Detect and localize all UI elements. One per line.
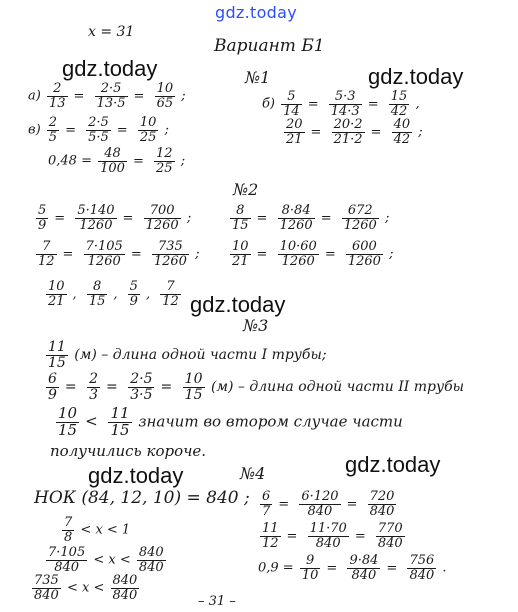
denominator: 42 bbox=[390, 103, 408, 119]
operator: = bbox=[326, 560, 338, 576]
fraction bbox=[86, 116, 111, 144]
operator: = bbox=[116, 122, 128, 138]
task-number: №3 bbox=[243, 316, 269, 335]
numerator: 5 bbox=[129, 279, 138, 294]
numerator: 12 bbox=[156, 146, 173, 161]
operator: = bbox=[386, 560, 398, 576]
fraction bbox=[260, 522, 281, 550]
fraction bbox=[87, 372, 100, 402]
fraction bbox=[281, 90, 302, 118]
task-number: №2 bbox=[233, 180, 259, 199]
operator: , bbox=[113, 286, 118, 302]
denominator: 12 bbox=[162, 293, 179, 309]
fraction bbox=[46, 340, 68, 370]
fraction bbox=[46, 372, 59, 402]
denominator: 840 bbox=[54, 559, 80, 575]
numerator: 2·5 bbox=[130, 371, 153, 387]
numerator: 11·70 bbox=[309, 521, 347, 536]
fraction bbox=[389, 90, 410, 118]
fraction bbox=[108, 406, 131, 439]
fraction bbox=[36, 204, 48, 232]
variant-title: Вариант Б1 bbox=[214, 36, 325, 56]
fraction bbox=[346, 240, 383, 268]
denominator: 15 bbox=[58, 420, 78, 439]
denominator: 840 bbox=[315, 535, 341, 551]
fraction bbox=[87, 280, 108, 308]
numerator: 10 bbox=[232, 239, 249, 254]
numerator: 8 bbox=[87, 280, 108, 295]
numerator: 735 bbox=[152, 240, 189, 255]
denominator: 5·5 bbox=[88, 129, 109, 145]
operator: = bbox=[73, 88, 85, 104]
operator: = bbox=[256, 246, 268, 262]
numerator: 7 bbox=[36, 240, 57, 255]
denominator: 840 bbox=[369, 503, 395, 519]
denominator: 1260 bbox=[281, 253, 315, 269]
denominator: 3 bbox=[89, 386, 99, 403]
fraction bbox=[332, 118, 365, 146]
numerator: 10 bbox=[139, 115, 157, 130]
task4-left1: $\frac{7}{8}$ < x < 1 bbox=[64, 515, 131, 545]
numerator: 9·84 bbox=[349, 553, 379, 568]
operator: = bbox=[54, 210, 66, 226]
task4-left3: $\frac{735}{840}$ < x < $\frac{840}{840}$ bbox=[34, 573, 138, 603]
operator: = bbox=[278, 496, 290, 512]
denominator: 1260 bbox=[347, 253, 381, 269]
operator: = bbox=[370, 124, 382, 140]
denominator: 21 bbox=[232, 253, 249, 269]
denominator: 1260 bbox=[153, 253, 187, 269]
task4-right1 bbox=[258, 490, 398, 518]
numerator: 720 bbox=[369, 489, 395, 504]
watermark: gdz.today bbox=[62, 56, 158, 81]
numerator: 2 bbox=[48, 115, 58, 130]
numerator: 6·120 bbox=[301, 489, 339, 504]
numerator: 600 bbox=[346, 240, 383, 255]
numerator: 7 bbox=[160, 280, 181, 295]
numerator: 15 bbox=[390, 89, 408, 104]
item-label: б) bbox=[262, 96, 276, 112]
denominator: 42 bbox=[393, 131, 411, 147]
operator: = bbox=[307, 96, 319, 112]
denominator: 21 bbox=[48, 293, 65, 309]
x-note: x = 31 bbox=[88, 24, 135, 40]
task-number: №4 bbox=[240, 464, 266, 483]
task3-line1: $\frac{11}{15}$ (м) – длина одной части I трубы; bbox=[48, 339, 327, 371]
numerator: 7·105 bbox=[48, 545, 86, 560]
denominator: 3·5 bbox=[130, 386, 153, 403]
operator: = bbox=[256, 210, 268, 226]
operator: = bbox=[133, 88, 145, 104]
fraction bbox=[32, 574, 61, 602]
denominator: 840 bbox=[112, 587, 138, 603]
denominator: 15 bbox=[110, 420, 130, 439]
fraction bbox=[111, 574, 140, 602]
denominator: 840 bbox=[34, 587, 59, 603]
denominator: 840 bbox=[351, 567, 377, 583]
task2-row1-a: $\frac{5}{9}$ = $\frac{5\cdot 140}{1260}$ = $\frac{700}{1260}$ ; bbox=[38, 203, 192, 233]
operator: = bbox=[64, 379, 77, 396]
fraction bbox=[278, 240, 319, 268]
numerator: 11 bbox=[110, 404, 130, 422]
denominator: 840 bbox=[409, 567, 435, 583]
numerator: 2 bbox=[89, 371, 99, 387]
task1-v: в) $\frac{2}{5}$ = $\frac{2\cdot 5}{5\cdot 5}$ = $\frac{10}{25}$ ; bbox=[28, 115, 169, 145]
operator: = bbox=[62, 246, 74, 262]
numerator: 770 bbox=[377, 521, 403, 536]
fraction bbox=[376, 522, 405, 550]
fraction bbox=[407, 554, 436, 582]
denominator: 15 bbox=[232, 217, 249, 233]
task2-row2-a: $\frac{7}{12}$ = $\frac{7\cdot 105}{1260}$ = $\frac{735}{1260}$ ; bbox=[38, 239, 200, 269]
denominator: 25 bbox=[156, 160, 173, 176]
denominator: 13 bbox=[48, 95, 66, 111]
operator: , bbox=[145, 286, 151, 302]
denominator: 15 bbox=[184, 386, 203, 403]
denominator: 1260 bbox=[87, 253, 121, 269]
numerator: 7 bbox=[64, 515, 73, 530]
fraction bbox=[155, 82, 176, 110]
task1-a: а) $\frac{2}{13}$ = $\frac{2\cdot 5}{13\cdot 5}$ = $\frac{10}{65}$ ; bbox=[28, 81, 186, 111]
denominator: 21·2 bbox=[333, 131, 363, 147]
task4-left2: $\frac{7\cdot 105}{840}$ < x < $\frac{840}{840}$ bbox=[48, 545, 164, 575]
fraction bbox=[56, 406, 79, 439]
operator: = bbox=[354, 528, 366, 544]
task2-order bbox=[44, 280, 183, 308]
operator: = bbox=[324, 246, 336, 262]
numerator: 5·3 bbox=[329, 90, 362, 105]
numerator: 10·60 bbox=[279, 239, 317, 254]
denominator: 840 bbox=[377, 535, 403, 551]
denominator: 1260 bbox=[343, 217, 377, 233]
denominator: 14 bbox=[283, 103, 300, 119]
fraction bbox=[46, 280, 67, 308]
watermark: gdz.today bbox=[368, 64, 464, 89]
operator: = bbox=[65, 122, 76, 138]
denominator: 15 bbox=[48, 354, 66, 371]
fraction bbox=[128, 280, 140, 308]
denominator: 14·3 bbox=[330, 103, 360, 119]
task1-b-line2: $\frac{20}{21}$ = $\frac{20\cdot 2}{21\cdot 2}$ = $\frac{40}{42}$ ; bbox=[286, 117, 423, 147]
item-label: а) bbox=[28, 88, 41, 104]
fraction bbox=[152, 240, 189, 268]
task1-b-line1: б) $\frac{5}{14}$ = $\frac{5\cdot 3}{14\cdot 3}$ = $\frac{15}{42}$ , bbox=[262, 89, 420, 119]
fraction bbox=[95, 82, 128, 110]
denominator: 840 bbox=[138, 559, 164, 575]
operator: = bbox=[132, 153, 144, 169]
operator: = bbox=[106, 379, 118, 396]
denominator: 1260 bbox=[79, 217, 113, 233]
task1-decimal: 0,48 = $\frac{48}{100}$ = $\frac{12}{25}$ ; bbox=[48, 146, 186, 176]
operator: = bbox=[160, 379, 173, 396]
task3-line3: $\frac{10}{15}$ < $\frac{11}{15}$ значит во втором случае части bbox=[58, 404, 403, 439]
fraction bbox=[137, 546, 166, 574]
fraction bbox=[98, 147, 127, 175]
fraction bbox=[84, 240, 125, 268]
operator: = bbox=[310, 124, 322, 140]
operator: = bbox=[130, 246, 142, 262]
task2-row2-b: $\frac{10}{21}$ = $\frac{10\cdot 60}{1260}$ = $\frac{600}{1260}$ ; bbox=[232, 239, 394, 269]
fraction bbox=[154, 147, 175, 175]
task4-lcm: НОК (84, 12, 10) = 840 ; bbox=[34, 488, 250, 508]
denominator: 840 bbox=[307, 503, 333, 519]
denominator: 13·5 bbox=[96, 95, 126, 111]
fraction bbox=[47, 116, 59, 144]
numerator: 840 bbox=[112, 573, 138, 588]
numerator: 11 bbox=[262, 521, 279, 536]
fraction bbox=[299, 490, 340, 518]
numerator: 10 bbox=[48, 279, 65, 294]
numerator: 700 bbox=[144, 204, 181, 219]
task3-line2: $\frac{6}{9}$ = $\frac{2}{3}$ = $\frac{2\cdot 5}{3\cdot 5}$ = $\frac{10}{15}$ (м) – длина одной части II трубы bbox=[48, 371, 465, 403]
fraction bbox=[392, 118, 413, 146]
denominator: 5 bbox=[48, 129, 58, 145]
fraction bbox=[278, 204, 315, 232]
numerator: 756 bbox=[409, 553, 435, 568]
fraction bbox=[230, 204, 251, 232]
numerator: 7·105 bbox=[85, 239, 123, 254]
denominator: 9 bbox=[129, 293, 138, 309]
denominator: 12 bbox=[262, 535, 279, 551]
operator: = bbox=[122, 210, 134, 226]
fraction bbox=[144, 204, 181, 232]
watermark: gdz.today bbox=[190, 292, 286, 317]
watermark: gdz.today bbox=[88, 463, 184, 488]
numerator: 8 bbox=[230, 204, 251, 219]
denominator: 25 bbox=[139, 129, 157, 145]
numerator: 40 bbox=[393, 117, 411, 132]
denominator: 10 bbox=[301, 567, 319, 583]
denominator: 65 bbox=[156, 95, 174, 111]
fraction bbox=[62, 516, 74, 544]
task4-right3: 0,9 = $\frac{9}{10}$ = $\frac{9\cdot 84}{840}$ = $\frac{756}{840}$ . bbox=[258, 553, 447, 583]
numerator: 5 bbox=[38, 203, 47, 218]
fraction bbox=[138, 116, 159, 144]
fraction bbox=[230, 240, 251, 268]
numerator: 672 bbox=[342, 204, 379, 219]
denominator: 1260 bbox=[279, 217, 313, 233]
numerator: 2·5 bbox=[88, 115, 109, 130]
numerator: 2·5 bbox=[95, 82, 128, 97]
fraction bbox=[342, 204, 379, 232]
fraction bbox=[368, 490, 397, 518]
operator: = bbox=[367, 96, 379, 112]
page-number: – 31 – bbox=[198, 594, 236, 609]
numerator: 10 bbox=[156, 81, 174, 96]
denominator: 7 bbox=[262, 503, 271, 519]
denominator: 8 bbox=[64, 529, 73, 545]
denominator: 1260 bbox=[145, 217, 179, 233]
numerator: 735 bbox=[34, 573, 59, 588]
numerator: 10 bbox=[58, 404, 78, 422]
task2-row1-b: $\frac{8}{15}$ = $\frac{8\cdot 84}{1260}$ = $\frac{672}{1260}$ ; bbox=[232, 203, 390, 233]
fraction bbox=[47, 82, 68, 110]
numerator: 48 bbox=[98, 147, 127, 162]
numerator: 10 bbox=[184, 371, 203, 387]
operator: = bbox=[320, 210, 332, 226]
fraction bbox=[183, 372, 205, 402]
fraction bbox=[128, 372, 154, 402]
denominator: 9 bbox=[48, 386, 57, 403]
fraction bbox=[300, 554, 321, 582]
fraction bbox=[308, 522, 349, 550]
denominator: 9 bbox=[38, 217, 47, 233]
item-label: в) bbox=[28, 122, 41, 138]
numerator: 9 bbox=[300, 554, 321, 569]
fraction bbox=[75, 204, 116, 232]
numerator: 2 bbox=[47, 82, 68, 97]
fraction bbox=[160, 280, 181, 308]
fraction bbox=[36, 240, 57, 268]
numerator: 6 bbox=[262, 489, 271, 504]
fraction bbox=[347, 554, 380, 582]
operator: , bbox=[72, 286, 77, 302]
numerator: 11 bbox=[48, 339, 66, 355]
site-watermark-top: gdz.today bbox=[215, 3, 297, 22]
denominator: 21 bbox=[286, 131, 303, 147]
fraction bbox=[260, 490, 272, 518]
numerator: 840 bbox=[138, 545, 164, 560]
denominator: 12 bbox=[38, 253, 55, 269]
denominator: 100 bbox=[100, 160, 125, 176]
fraction bbox=[329, 90, 362, 118]
fraction bbox=[46, 546, 87, 574]
fraction bbox=[284, 118, 305, 146]
numerator: 5 bbox=[281, 90, 302, 105]
operator: = bbox=[286, 528, 298, 544]
operator: < bbox=[85, 412, 98, 431]
denominator: 15 bbox=[88, 293, 106, 309]
numerator: 5·140 bbox=[77, 203, 115, 218]
numerator: 20·2 bbox=[333, 117, 363, 132]
task3-line4: получились короче. bbox=[50, 442, 207, 460]
numerator: 20 bbox=[286, 117, 303, 132]
watermark: gdz.today bbox=[345, 452, 441, 477]
task-number: №1 bbox=[245, 68, 271, 87]
task4-right2 bbox=[258, 522, 407, 550]
numerator: 8·84 bbox=[278, 204, 315, 219]
numerator: 6 bbox=[48, 371, 57, 387]
operator: = bbox=[346, 496, 358, 512]
